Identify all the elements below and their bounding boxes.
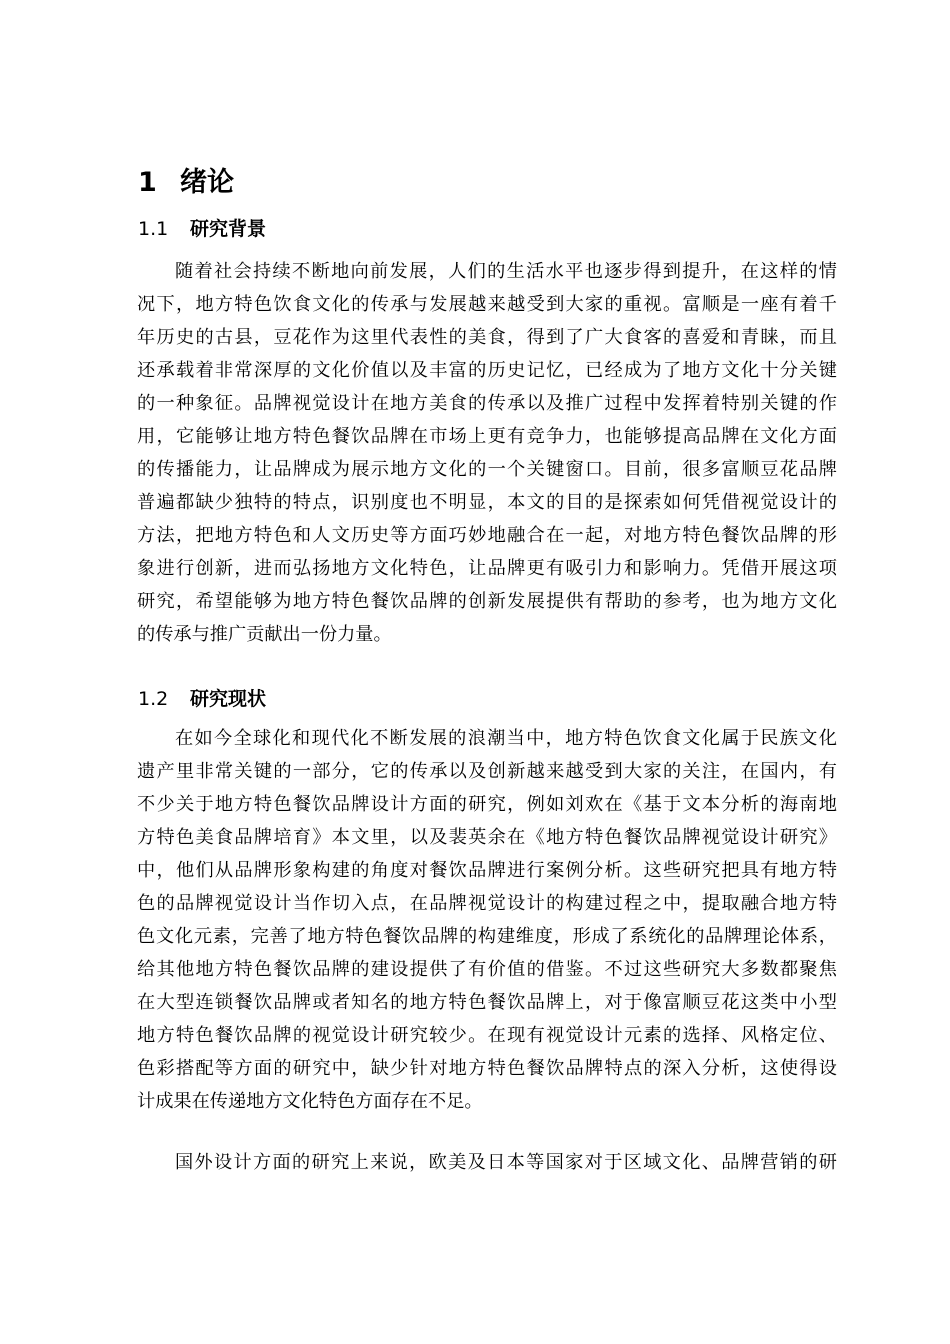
chapter-title: 绪论 (180, 167, 234, 198)
paragraph-line: 在如今全球化和现代化不断发展的浪潮当中，地方特色饮食文化属于民族文化 (175, 728, 837, 749)
paragraph-line: 况下，地方特色饮食文化的传承与发展越来越受到大家的重视。富顺是一座有着千 (137, 294, 837, 315)
paragraph-line: 给其他地方特色餐饮品牌的建设提供了有价值的借鉴。不过这些研究大多数都聚焦 (137, 959, 837, 980)
paragraph-line: 色彩搭配等方面的研究中，缺少针对地方特色餐饮品牌特点的深入分析，这使得设 (137, 1058, 837, 1079)
section-title: 研究现状 (190, 688, 267, 710)
paragraph-line: 的传承与推广贡献出一份力量。 (137, 624, 392, 645)
section-title: 研究背景 (190, 218, 267, 240)
paragraph-line: 普遍都缺少独特的特点，识别度也不明显，本文的目的是探索如何凭借视觉设计的 (137, 492, 837, 513)
body-paragraph (137, 722, 837, 1118)
paragraph-line: 方特色美食品牌培育》本文里，以及裴英余在《地方特色餐饮品牌视觉设计研究》 (137, 827, 837, 848)
paragraph-line: 遗产里非常关键的一部分，它的传承以及创新越来越受到大家的关注，在国内，有 (137, 761, 837, 782)
section-heading (138, 213, 266, 245)
paragraph-line: 还承载着非常深厚的文化价值以及丰富的历史记忆，已经成为了地方文化十分关键 (137, 360, 837, 381)
paragraph-line: 国外设计方面的研究上来说，欧美及日本等国家对于区域文化、品牌营销的研 (175, 1152, 837, 1173)
chapter-number: 1 (138, 167, 157, 198)
paragraph-line: 色的品牌视觉设计当作切入点，在品牌视觉设计的构建过程之中，提取融合地方特 (137, 893, 837, 914)
paragraph-line: 象进行创新，进而弘扬地方文化特色，让品牌更有吸引力和影响力。凭借开展这项 (137, 558, 837, 579)
paragraph-line: 在大型连锁餐饮品牌或者知名的地方特色餐饮品牌上，对于像富顺豆花这类中小型 (137, 992, 837, 1013)
section-number: 1.2 (138, 688, 169, 710)
paragraph-line: 方法，把地方特色和人文历史等方面巧妙地融合在一起，对地方特色餐饮品牌的形 (137, 525, 837, 546)
paragraph-line: 色文化元素，完善了地方特色餐饮品牌的构建维度，形成了系统化的品牌理论体系， (137, 926, 837, 947)
paragraph-line: 年历史的古县，豆花作为这里代表性的美食，得到了广大食客的喜爱和青睐，而且 (137, 327, 837, 348)
paragraph-line: 研究，希望能够为地方特色餐饮品牌的创新发展提供有帮助的参考，也为地方文化 (137, 591, 837, 612)
paragraph-line: 随着社会持续不断地向前发展，人们的生活水平也逐步得到提升，在这样的情 (175, 261, 837, 282)
paragraph-line: 计成果在传递地方文化特色方面存在不足。 (137, 1091, 483, 1112)
paragraph-line: 的一种象征。品牌视觉设计在地方美食的传承以及推广过程中发挥着特别关键的作 (137, 393, 837, 414)
paragraph-line: 不少关于地方特色餐饮品牌设计方面的研究，例如刘欢在《基于文本分析的海南地 (137, 794, 837, 815)
paragraph-line: 中，他们从品牌形象构建的角度对餐饮品牌进行案例分析。这些研究把具有地方特 (137, 860, 837, 881)
paragraph-line: 地方特色餐饮品牌的视觉设计研究较少。在现有视觉设计元素的选择、风格定位、 (137, 1025, 837, 1046)
body-paragraph (137, 255, 837, 651)
section-heading (138, 683, 266, 715)
body-paragraph (137, 1146, 837, 1179)
paragraph-line: 的传播能力，让品牌成为展示地方文化的一个关键窗口。目前，很多富顺豆花品牌 (137, 459, 837, 480)
section-number: 1.1 (138, 218, 169, 240)
paragraph-line: 用，它能够让地方特色餐饮品牌在市场上更有竞争力，也能够提高品牌在文化方面 (137, 426, 837, 447)
chapter-heading (138, 160, 234, 206)
